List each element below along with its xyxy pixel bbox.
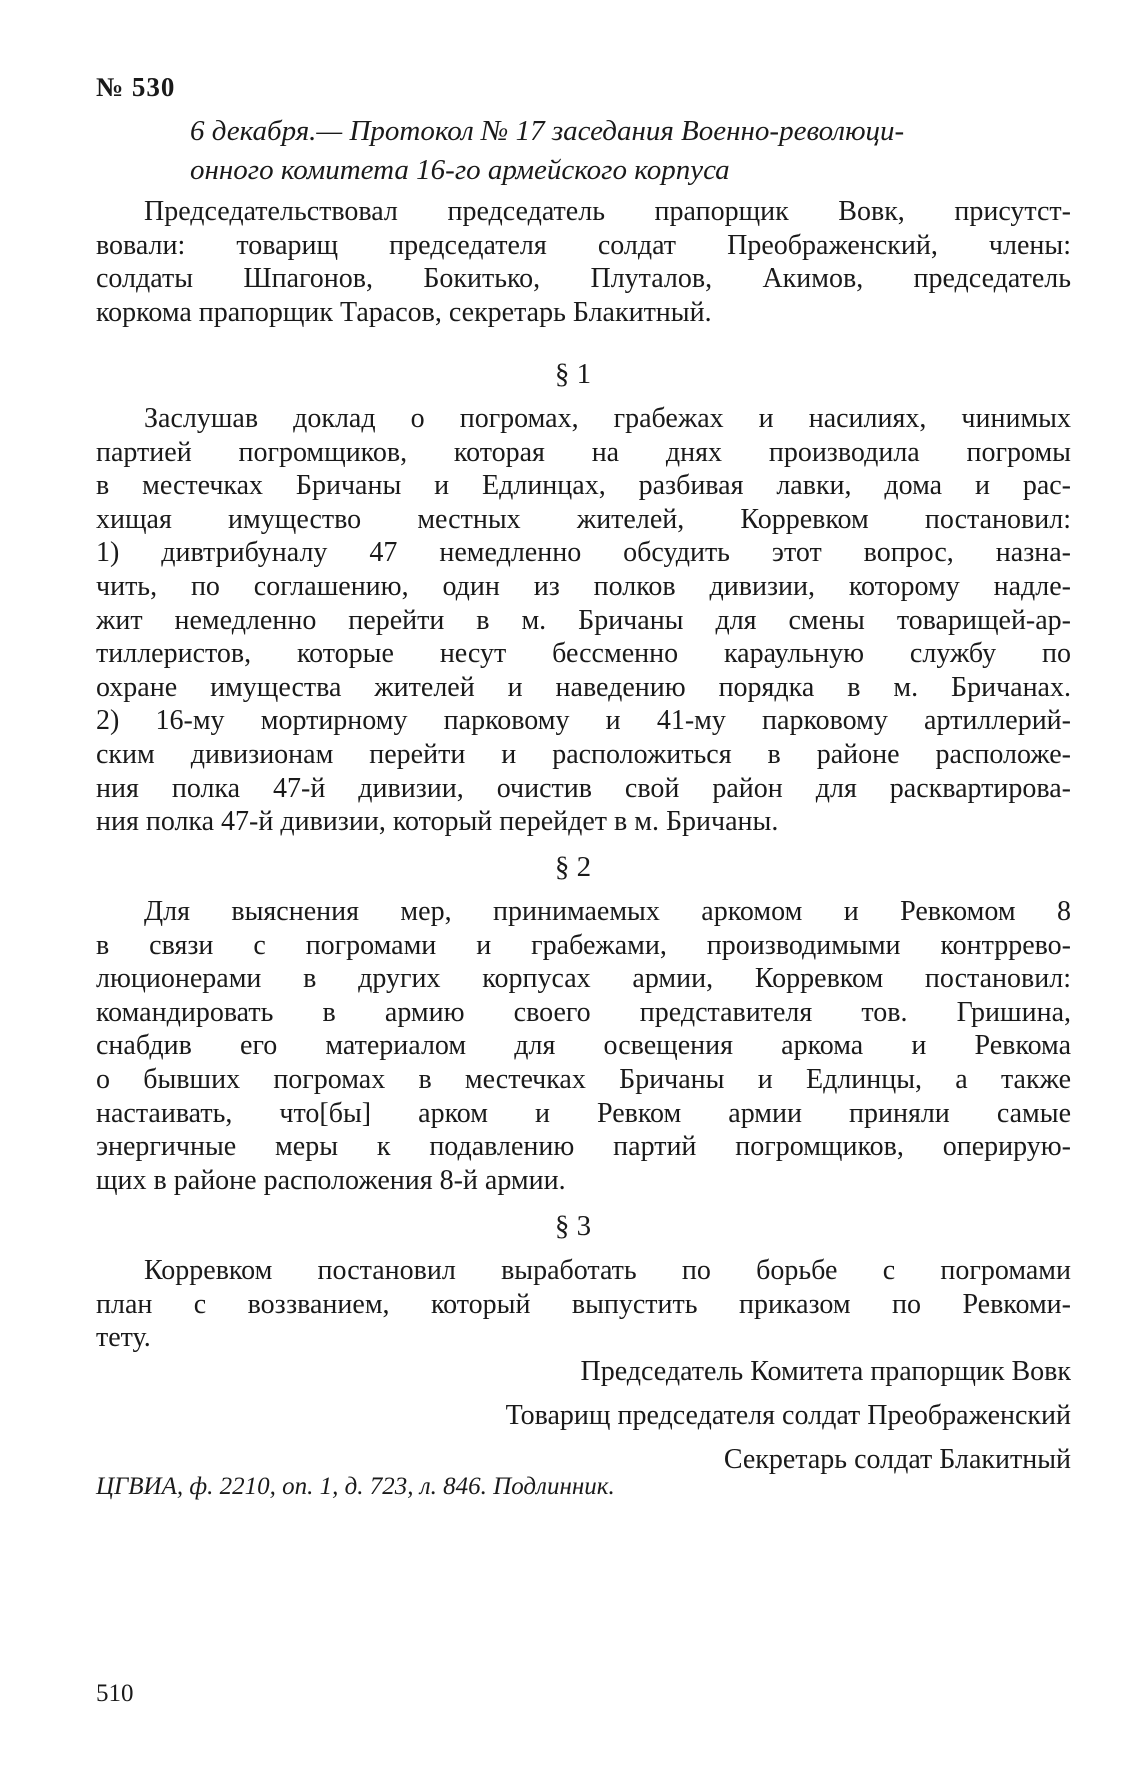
- text-line: в местечках Бричаны и Едлинцах, разбивая лавки, дома и рас-: [96, 470, 1071, 502]
- signature-line: Секретарь солдат Блакитный: [723, 1444, 1071, 1475]
- text-line: ским дивизионам перейти и расположиться в районе расположе-: [96, 738, 1071, 770]
- section-2-mark: § 2: [554, 851, 592, 883]
- text-line: ния полка 47-й дивизии, который перейдет в м. Бричаны.: [96, 806, 779, 838]
- text-line: вовали: товарищ председателя солдат Преображенский, члены:: [96, 229, 1071, 261]
- heading-line: онного комитета 16-го армейского корпуса: [190, 154, 730, 186]
- text-line: снабдив его материалом для освещения аркома и Ревкома: [96, 1030, 1071, 1062]
- page-number: 510: [96, 1680, 134, 1707]
- text-line: люционерами в других корпусах армии, Корревком постановил:: [96, 963, 1071, 995]
- text-line: настаивать, что[бы] арком и Ревком армии приняли самые: [96, 1097, 1071, 1129]
- section-3-mark: § 3: [554, 1210, 592, 1242]
- text-line: Председательствовал председатель прапорщик Вовк, присутст-: [144, 196, 1071, 227]
- text-line: чить, по соглашению, один из полков дивизии, которому надле-: [96, 570, 1071, 602]
- text-line: солдаты Шпагонов, Бокитько, Плуталов, Акимов, председатель: [96, 263, 1071, 295]
- text-line: в связи с погромами и грабежами, производимыми контррево-: [96, 929, 1071, 961]
- text-line: Корревком постановил выработать по борьбе с погромами: [144, 1255, 1071, 1286]
- text-line: жит немедленно перейти в м. Бричаны для смены товарищей-ар-: [96, 604, 1071, 636]
- signature-block: [171, 1350, 1071, 1482]
- signature-line: Председатель Комитета прапорщик Вовк: [580, 1356, 1071, 1387]
- text-line: 1) дивтрибуналу 47 немедленно обсудить этот вопрос, назна-: [96, 537, 1071, 569]
- document-number: № 530: [96, 72, 176, 102]
- section-2-paragraph: [96, 895, 1071, 1197]
- text-line: энергичные меры к подавлению партий погромщиков, оперирую-: [96, 1131, 1071, 1163]
- text-line: тету.: [96, 1322, 151, 1354]
- text-line: хищая имущество местных жителей, Корревком постановил:: [96, 503, 1071, 535]
- intro-paragraph: [96, 195, 1071, 329]
- text-line: командировать в армию своего представителя тов. Гришина,: [96, 996, 1071, 1028]
- text-line: о бывших погромах в местечках Бричаны и Едлинцы, а также: [96, 1063, 1071, 1095]
- heading-line: 6 декабря.— Протокол № 17 заседания Военно-революци-: [190, 115, 905, 147]
- text-line: план с воззванием, который выпустить приказом по Ревкоми-: [96, 1288, 1071, 1320]
- section-3-paragraph: [96, 1254, 1071, 1355]
- text-line: охране имущества жителей и наведению порядка в м. Бричанах.: [96, 671, 1071, 703]
- document-heading: [190, 112, 1070, 190]
- text-line: Для выяснения мер, принимаемых аркомом и Ревкомом 8: [144, 896, 1071, 927]
- text-line: щих в районе расположения 8-й армии.: [96, 1164, 566, 1196]
- archive-source: ЦГВИА, ф. 2210, оп. 1, д. 723, л. 846. Подлинник.: [96, 1473, 615, 1500]
- section-1-mark: § 1: [554, 358, 592, 390]
- text-line: коркома прапорщик Тарасов, секретарь Блакитный.: [96, 296, 712, 328]
- section-1-paragraph: [96, 402, 1071, 839]
- signature-line: Товарищ председателя солдат Преображенский: [505, 1400, 1071, 1431]
- text-line: Заслушав доклад о погромах, грабежах и насилиях, чинимых: [144, 403, 1071, 434]
- text-line: 2) 16-му мортирному парковому и 41-му парковому артиллерий-: [96, 705, 1071, 737]
- text-line: партией погромщиков, которая на днях производила погромы: [96, 436, 1071, 468]
- text-line: тиллеристов, которые несут бессменно караульную службу по: [96, 638, 1071, 670]
- text-line: ния полка 47-й дивизии, очистив свой район для расквартирова-: [96, 772, 1071, 804]
